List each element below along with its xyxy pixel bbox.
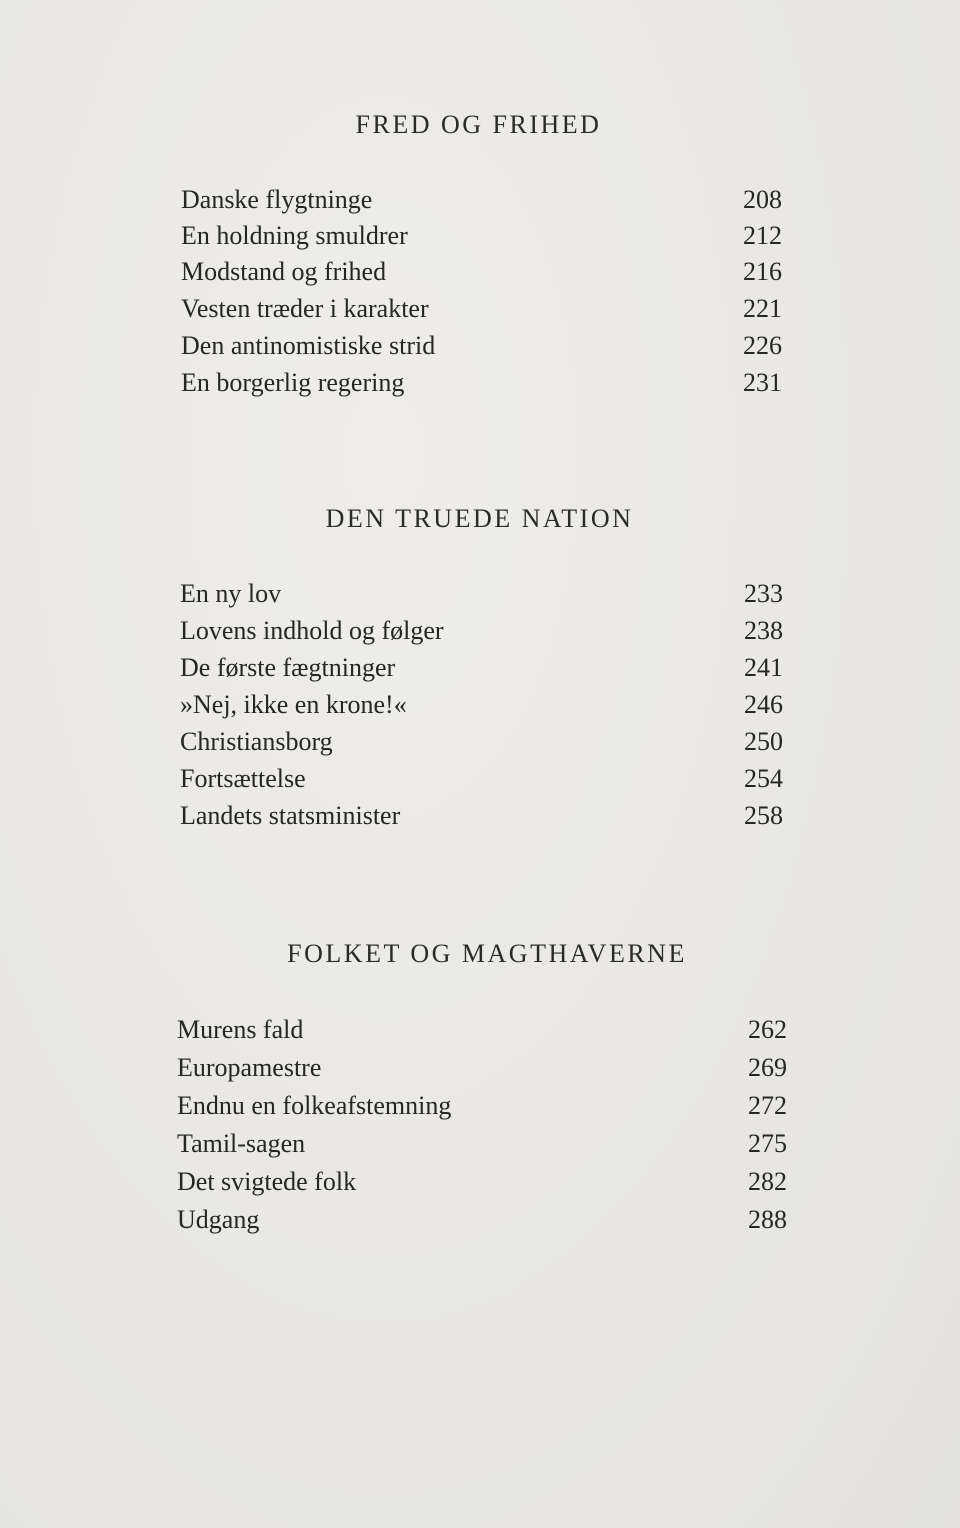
entry-page: 238 [744, 616, 783, 645]
toc-entry [180, 723, 783, 760]
entry-title: En borgerlig regering [181, 368, 405, 397]
entry-page: 269 [748, 1053, 787, 1082]
entry-page: 233 [744, 579, 783, 608]
entry-title: Landets statsminister [180, 801, 401, 830]
toc-entry [177, 1163, 787, 1200]
toc-entry [180, 797, 783, 834]
entry-title: En holdning smuldrer [181, 221, 408, 250]
entry-page: 258 [744, 801, 783, 830]
entry-title: Vesten træder i karakter [181, 294, 429, 323]
toc-entry [181, 181, 782, 218]
entry-title: Murens fald [177, 1015, 304, 1044]
toc-section-fred-og-frihed [181, 110, 782, 410]
entry-page: 241 [744, 653, 783, 682]
entry-page: 250 [744, 727, 783, 756]
entry-page: 254 [744, 764, 783, 793]
entry-title: Udgang [177, 1205, 260, 1234]
entry-title: Det svigtede folk [177, 1167, 357, 1196]
toc-entry [181, 217, 782, 254]
entry-page: 288 [748, 1205, 787, 1234]
entry-title: Fortsættelse [180, 764, 306, 793]
toc-entry [180, 686, 783, 723]
toc-entry [181, 290, 782, 327]
entry-title: Danske flygtninge [181, 185, 373, 214]
toc-entry [181, 327, 782, 364]
section-title: FRED OG FRIHED [355, 110, 602, 139]
toc-entry [177, 1201, 787, 1238]
toc-entry [181, 364, 782, 401]
entry-title: Christiansborg [180, 727, 333, 756]
toc-entry [180, 575, 783, 612]
toc-entry [180, 612, 783, 649]
toc-section-den-truede-nation [180, 504, 783, 844]
toc-entry [177, 1011, 787, 1048]
entry-page: 208 [743, 185, 782, 214]
toc-entry [180, 649, 783, 686]
entry-page: 246 [744, 690, 783, 719]
entry-page: 216 [743, 257, 782, 286]
entry-page: 231 [743, 368, 782, 397]
toc-entry [177, 1049, 787, 1086]
toc-entry [177, 1125, 787, 1162]
entry-page: 282 [748, 1167, 787, 1196]
entry-page: 272 [748, 1091, 787, 1120]
entry-page: 212 [743, 221, 782, 250]
entry-title: Den antinomistiske strid [181, 331, 436, 360]
toc-entry [177, 1087, 787, 1124]
entry-title: »Nej, ikke en krone!« [180, 690, 407, 719]
entry-page: 221 [743, 294, 782, 323]
entry-title: De første fægtninger [180, 653, 396, 682]
entry-title: Europamestre [177, 1053, 322, 1082]
section-title: DEN TRUEDE NATION [325, 504, 634, 533]
entry-title: Tamil-sagen [177, 1129, 306, 1158]
entry-title: Lovens indhold og følger [180, 616, 444, 645]
toc-entry [180, 760, 783, 797]
entry-title: Endnu en folkeafstemning [177, 1091, 452, 1120]
entry-title: En ny lov [180, 579, 282, 608]
toc-entry [181, 253, 782, 290]
section-title: FOLKET OG MAGTHAVERNE [287, 939, 687, 968]
toc-section-folket-og-magthaverne [177, 939, 787, 1249]
entry-page: 275 [748, 1129, 787, 1158]
entry-page: 226 [743, 331, 782, 360]
entry-title: Modstand og frihed [181, 257, 387, 286]
entry-page: 262 [748, 1015, 787, 1044]
